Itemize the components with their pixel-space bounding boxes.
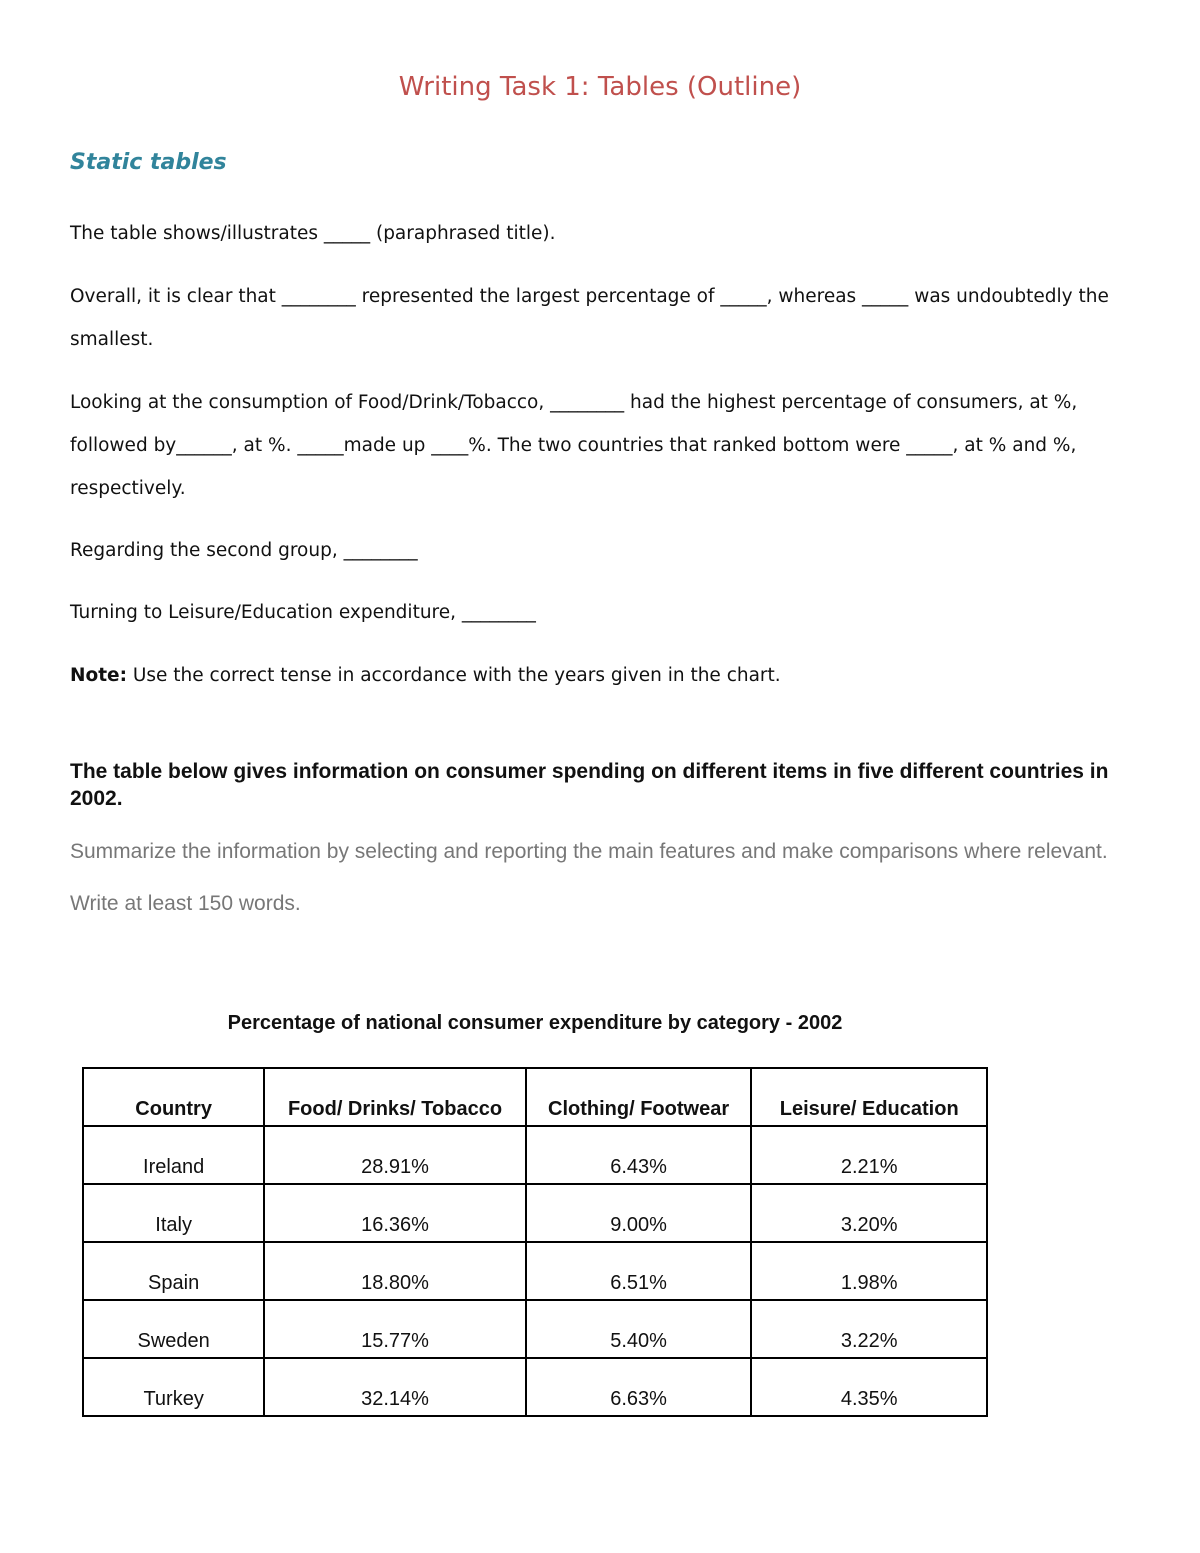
overview-paragraph: Overall, it is clear that ________ represented the largest percentage of _____, whereas _____ was undoubtedly the smallest. <box>70 286 1109 350</box>
table-row <box>83 1300 987 1358</box>
table-cell: 1.98% <box>751 1242 987 1300</box>
table-cell: 4.35% <box>751 1358 987 1416</box>
table-cell: 18.80% <box>264 1242 525 1300</box>
table-cell: 6.51% <box>526 1242 752 1300</box>
second-group-paragraph: Regarding the second group, ________ <box>70 540 418 561</box>
leisure-paragraph: Turning to Leisure/Education expenditure, ________ <box>70 602 536 623</box>
page-title: Writing Task 1: Tables (Outline) <box>398 72 802 102</box>
note-paragraph <box>70 654 1130 697</box>
table-row <box>83 1358 987 1416</box>
note-text: Use the correct tense in accordance with the years given in the chart. <box>126 665 781 686</box>
header-cell: Country <box>83 1068 264 1126</box>
table-header-row <box>83 1068 987 1126</box>
table-cell: Italy <box>83 1184 264 1242</box>
table-cell: Turkey <box>83 1358 264 1416</box>
table-cell: 2.21% <box>751 1126 987 1184</box>
table-cell: 5.40% <box>526 1300 752 1358</box>
header-cell: Food/ Drinks/ Tobacco <box>264 1068 525 1126</box>
table-cell: Ireland <box>83 1126 264 1184</box>
table-title: Percentage of national consumer expenditure by category - 2002 <box>227 1012 843 1034</box>
header-cell: Leisure/ Education <box>751 1068 987 1126</box>
table-cell: 16.36% <box>264 1184 525 1242</box>
food-paragraph: Looking at the consumption of Food/Drink/Tobacco, ________ had the highest percentage of consumers, at %, followed by______, at %. _____made up ____%. The two countries that ranked bottom were _____, at % and %, respectively. <box>70 392 1078 499</box>
table-cell: 3.22% <box>751 1300 987 1358</box>
table-cell: Spain <box>83 1242 264 1300</box>
expenditure-table <box>82 1067 988 1417</box>
table-cell: 6.43% <box>526 1126 752 1184</box>
intro-paragraph: The table shows/illustrates _____ (paraphrased title). <box>70 223 556 244</box>
task-prompt: The table below gives information on consumer spending on different items in five different countries in 2002. <box>70 760 1109 810</box>
note-label: Note: <box>70 665 127 686</box>
header-cell: Clothing/ Footwear <box>526 1068 752 1126</box>
table-row <box>83 1126 987 1184</box>
table-cell: 15.77% <box>264 1300 525 1358</box>
table-cell: 32.14% <box>264 1358 525 1416</box>
table-cell: 6.63% <box>526 1358 752 1416</box>
table-row <box>83 1184 987 1242</box>
table-cell: 28.91% <box>264 1126 525 1184</box>
table-cell: Sweden <box>83 1300 264 1358</box>
table-cell: 3.20% <box>751 1184 987 1242</box>
section-heading: Static tables <box>70 150 227 175</box>
task-instructions: Summarize the information by selecting and reporting the main features and make comparisons where relevant. Write at least 150 words. <box>70 840 1108 915</box>
table-row <box>83 1242 987 1300</box>
table-cell: 9.00% <box>526 1184 752 1242</box>
